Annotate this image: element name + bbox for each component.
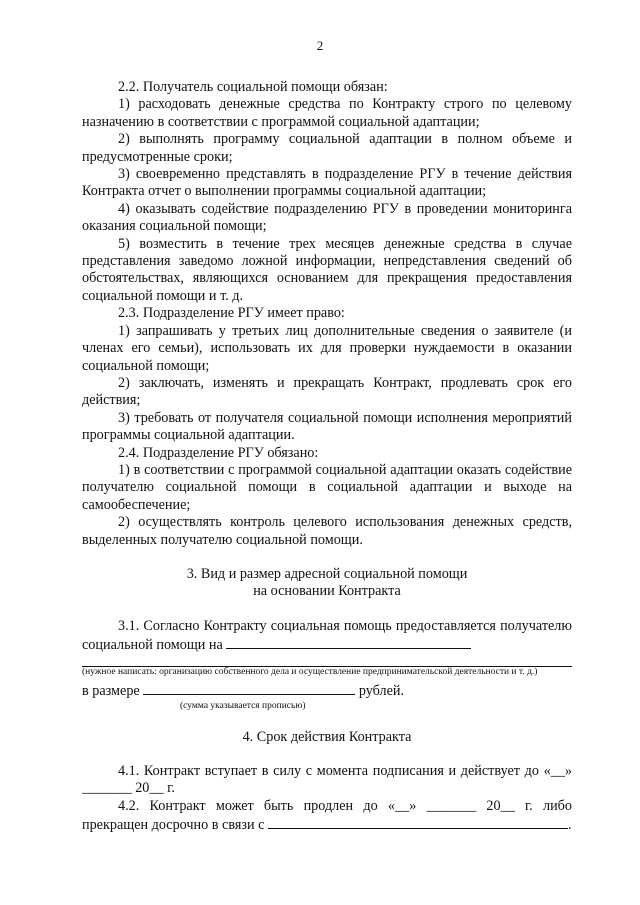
section-4-1-paragraph (82, 763, 572, 798)
section-2-3-heading: 2.3. Подразделение РГУ имеет право: (118, 305, 345, 322)
section-3-title-line-1: 3. Вид и размер адресной социальной помощи (186, 565, 468, 582)
section-2-4-heading: 2.4. Подразделение РГУ обязано: (118, 444, 319, 461)
section-2-2-item-4: 4) оказывать содействие подразделению РГУ в проведении мониторинга оказания социальной помощи; (82, 200, 572, 235)
section-3-1-paragraph (82, 618, 572, 655)
section-2-4-item-2: 2) осуществлять контроль целевого использования денежных средств, выделенных получателю социальной помощи. (82, 514, 572, 548)
document-body (82, 79, 572, 835)
section-4-2-end: . (567, 817, 572, 834)
section-2-4-item-1: 1) в соответствии с программой социальной адаптации оказать содействие получателю социальной помощи в социальной адаптации и выходе на самообеспечение; (82, 461, 572, 513)
section-2-2-heading: 2.2. Получатель социальной помощи обязан: (118, 79, 388, 95)
section-2-3-item-3: 3) требовать от получателя социальной помощи исполнения мероприятий программы социальной адаптации. (82, 409, 572, 444)
amount-prefix: в размере (82, 683, 140, 700)
section-2-3-item-2: 2) заключать, изменять и прекращать Контракт, продлевать срок его действия; (82, 374, 572, 409)
amount-blank-field[interactable] (143, 681, 355, 695)
section-4-title: 4. Срок действия Контракта (242, 728, 412, 745)
section-2-2-item-5: 5) возместить в течение трех месяцев денежные средства в случае представления заведомо ложной информации, непредставления сведений об обстоятельствах, являющихся основанием для прекращения предоставления социальной помощи и т. д. (82, 235, 572, 304)
section-2-3-item-1: 1) запрашивать у третьих лиц дополнительные сведения о заявителе (и членах его семьи), использовать их для проверки нуждаемости в оказании социальной помощи; (82, 322, 572, 374)
section-4-1-text: 4.1. Контракт вступает в силу с момента подписания и действует до (118, 762, 539, 779)
section-2-2-item-3: 3) своевременно представлять в подразделение РГУ в течение действия Контракта отчет о выполнении программы социальной адаптации; (82, 166, 572, 200)
section-2-2-item-2: 2) выполнять программу социальной адаптации в полном объеме и предусмотренные сроки; (82, 131, 572, 165)
purpose-note: (нужное написать: организацию собственного дела и осуществление предпринимательской деятельности и т. д.) (82, 666, 538, 677)
amount-line (82, 681, 572, 700)
section-2-2-item-1: 1) расходовать денежные средства по Контракту строго по целевому назначению в соответствии с программой социальной адаптации; (82, 96, 572, 130)
section-4-2-text: 4.2. Контракт может быть продлен до «__» _______ 20__ г. либо прекращен досрочно в связи с (82, 797, 572, 834)
section-3-1-text: 3.1. Согласно Контракту социальная помощь предоставляется получателю социальной помощи на (82, 617, 572, 654)
section-4-1-date: «__» _______ 20__ г. (82, 762, 572, 797)
termination-reason-blank-field[interactable] (268, 815, 568, 829)
section-3-title-line-2: на основании Контракта (253, 583, 401, 600)
purpose-blank-field[interactable] (226, 635, 471, 649)
amount-suffix: рублей. (358, 683, 405, 700)
amount-hint: (сумма указывается прописью) (180, 700, 306, 711)
page-number: 2 (316, 38, 324, 53)
section-4-2-paragraph (82, 798, 572, 835)
